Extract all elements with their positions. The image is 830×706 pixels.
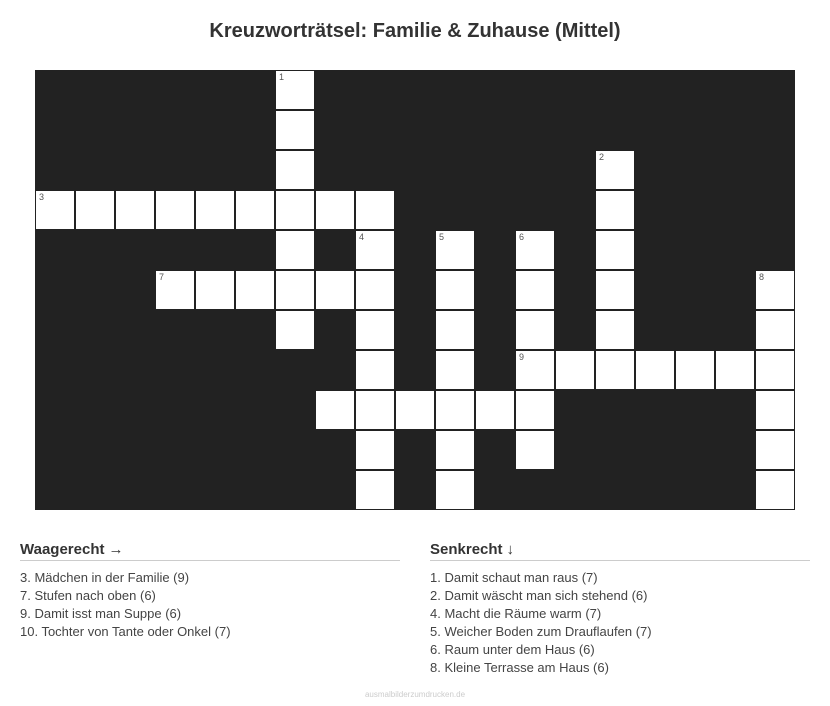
grid-cell[interactable] [155,190,195,230]
down-heading-label: Senkrecht [430,541,503,558]
grid-cell[interactable] [515,230,555,270]
grid-cell[interactable] [755,310,795,350]
grid-cell[interactable] [515,430,555,470]
down-clue: 6. Raum unter dem Haus (6) [430,642,595,657]
grid-cell[interactable] [275,150,315,190]
grid-cell[interactable] [595,310,635,350]
grid-cell[interactable] [315,390,355,430]
grid-cell[interactable] [515,310,555,350]
grid-cell[interactable] [555,350,595,390]
grid-cell[interactable] [275,270,315,310]
cell-number: 6 [519,232,525,242]
grid-cell[interactable] [515,350,555,390]
grid-cell[interactable] [595,270,635,310]
grid-cell[interactable] [235,190,275,230]
grid-cell[interactable] [515,270,555,310]
grid-cell[interactable] [275,70,315,110]
grid-cell[interactable] [195,190,235,230]
down-clue: 1. Damit schaut man raus (7) [430,570,598,585]
grid-cell[interactable] [355,270,395,310]
cell-number: 5 [439,232,445,242]
grid-cell[interactable] [275,110,315,150]
across-heading [20,541,400,561]
puzzle-title: Kreuzworträtsel: Familie & Zuhause (Mittel) [209,20,621,42]
grid-cell[interactable] [155,270,195,310]
grid-cell[interactable] [515,390,555,430]
grid-cell[interactable] [595,190,635,230]
grid-cell[interactable] [355,230,395,270]
cell-number: 7 [159,272,165,282]
grid-cell[interactable] [755,350,795,390]
down-clues [430,541,810,677]
grid-cell[interactable] [435,470,475,510]
down-clue: 4. Macht die Räume warm (7) [430,606,602,621]
grid-cell[interactable] [675,350,715,390]
down-clue: 2. Damit wäscht man sich stehend (6) [430,588,648,603]
grid-cell[interactable] [595,230,635,270]
across-clues [20,541,400,641]
grid-cell[interactable] [435,430,475,470]
across-clue: 3. Mädchen in der Familie (9) [20,570,190,585]
grid-cell[interactable] [195,270,235,310]
grid-cell[interactable] [355,430,395,470]
grid-cell[interactable] [315,190,355,230]
across-clue: 10. Tochter von Tante oder Onkel (7) [20,624,231,639]
cell-number: 1 [279,72,285,82]
grid-cell[interactable] [75,190,115,230]
grid-cell[interactable] [595,150,635,190]
grid-cell[interactable] [355,190,395,230]
footer-credit: ausmalbilderzumdrucken.de [364,690,466,699]
down-heading [430,541,810,561]
grid-cell[interactable] [355,310,395,350]
down-clue: 5. Weicher Boden zum Drauflaufen (7) [430,624,652,639]
grid-cell[interactable] [755,470,795,510]
cell-number: 3 [39,192,45,202]
down-clue: 8. Kleine Terrasse am Haus (6) [430,660,609,675]
grid-cell[interactable] [35,190,75,230]
across-heading-label: Waagerecht [20,541,105,558]
across-clue: 9. Damit isst man Suppe (6) [20,606,182,621]
grid-cell[interactable] [715,350,755,390]
grid-cell[interactable] [315,270,355,310]
grid-cell[interactable] [275,190,315,230]
grid-cell[interactable] [435,230,475,270]
cell-number: 2 [599,152,605,162]
across-clue: 7. Stufen nach oben (6) [20,588,156,603]
grid-cell[interactable] [395,390,435,430]
arrow-right-icon: → [108,541,124,558]
grid-cell[interactable] [115,190,155,230]
cell-number: 8 [759,272,765,282]
grid-cell[interactable] [355,470,395,510]
grid-cell[interactable] [235,270,275,310]
grid-cell[interactable] [755,270,795,310]
grid-cell[interactable] [435,310,475,350]
grid-cell[interactable] [435,390,475,430]
arrow-down-icon: ↓ [506,541,515,558]
crossword-grid [35,70,795,510]
grid-cell[interactable] [755,390,795,430]
cell-number: 9 [519,352,525,362]
grid-cell[interactable] [435,350,475,390]
grid-cell[interactable] [435,270,475,310]
grid-cell[interactable] [595,350,635,390]
cell-number: 4 [359,232,365,242]
grid-cell[interactable] [355,390,395,430]
grid-cell[interactable] [355,350,395,390]
grid-cell[interactable] [475,390,515,430]
grid-cell[interactable] [275,230,315,270]
grid-cell[interactable] [275,310,315,350]
grid-cell[interactable] [755,430,795,470]
grid-cell[interactable] [635,350,675,390]
